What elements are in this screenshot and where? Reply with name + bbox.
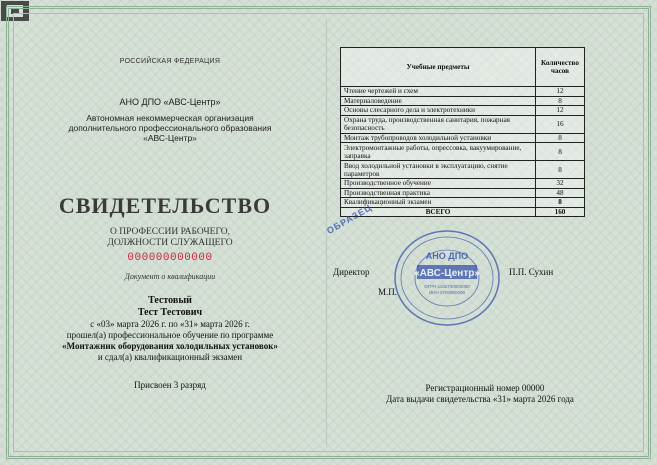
header-subject: Учебные предметы (341, 48, 536, 87)
subjects-table (340, 47, 585, 217)
subject-name: Производственное обучение (341, 179, 536, 189)
seal-line: ИНН 2700000000 (428, 290, 466, 295)
director-name: П.П. Сухин (509, 267, 554, 277)
total-hours: 160 (536, 207, 585, 217)
subject-name: Основы слесарного дела и электротехники (341, 106, 536, 116)
subtitle-line: ДОЛЖНОСТИ СЛУЖАЩЕГО (107, 238, 233, 248)
subject-hours: 48 (536, 188, 585, 198)
subject-name: Электромонтажные работы, опрессовка, вакуумирование, заправка (341, 143, 536, 161)
org-desc-line: «АВС-Центр» (143, 133, 197, 143)
certificate-subtitle (60, 227, 280, 249)
table-row (341, 87, 585, 97)
certificate-number: 000000000000 (127, 252, 213, 264)
subject-name: Материаловедение (341, 96, 536, 106)
seal-stamp-icon (393, 228, 501, 328)
total-label: ВСЕГО (341, 207, 536, 217)
table-row (341, 143, 585, 161)
subject-hours: 8 (536, 96, 585, 106)
subject-hours: 8 (536, 161, 585, 179)
document-type: Документ о квалификации (124, 272, 216, 281)
subject-name: Квалификационный экзамен (341, 198, 536, 208)
table-row (341, 106, 585, 116)
table-row (341, 179, 585, 189)
org-desc-line: Автономная некоммерческая организация (86, 113, 254, 123)
training-dates: с «03» марта 2026 г. по «31» марта 2026 г. (90, 319, 250, 329)
stamp-place-label: М.П. (378, 287, 398, 297)
registration-number: Регистрационный номер 00000 (425, 383, 545, 393)
table-header-row (341, 48, 585, 87)
issue-date: Дата выдачи свидетельства «31» марта 2026 года (386, 394, 574, 404)
fold-line (326, 20, 327, 445)
org-description (40, 113, 300, 143)
subtitle-line: О ПРОФЕССИИ РАБОЧЕГО, (110, 227, 230, 237)
subject-hours: 8 (536, 198, 585, 208)
seal-top-text: АНО ДПО (425, 251, 469, 261)
header-hours: Количество часов (536, 48, 585, 87)
holder-name: Тест Тестович (137, 307, 203, 318)
org-desc-line: дополнительного профессионального образования (68, 123, 272, 133)
holder-surname: Тестовый (148, 295, 192, 306)
exam-text: и сдал(а) квалификационный экзамен (97, 352, 243, 362)
subject-name: Ввод холодильной установки в эксплуатацию, снятие параметров (341, 161, 536, 179)
subject-hours: 12 (536, 106, 585, 116)
table-row (341, 96, 585, 106)
sample-watermark: ОБРАЗЕЦ (325, 202, 374, 236)
federation-label: РОССИЙСКАЯ ФЕДЕРАЦИЯ (119, 58, 221, 65)
subject-hours: 8 (536, 143, 585, 161)
org-name: АНО ДПО «АВС-Центр» (119, 97, 221, 107)
subject-name: Охрана труда, производственная санитария, пожарная безопасность (341, 115, 536, 133)
assigned-grade: Присвоен 3 разряд (134, 380, 206, 390)
table-row (341, 161, 585, 179)
subject-hours: 16 (536, 115, 585, 133)
subject-name: Монтаж трубопроводов холодильной установки (341, 133, 536, 143)
subject-hours: 12 (536, 87, 585, 97)
certificate-title: СВИДЕТЕЛЬСТВО (58, 193, 272, 218)
total-row (341, 207, 585, 217)
subject-hours: 32 (536, 179, 585, 189)
seal-line: ОГРН 1182700000000 (424, 284, 470, 289)
table-row (341, 188, 585, 198)
completion-text: прошел(а) профессиональное обучение по программе (66, 330, 274, 340)
table-row (341, 198, 585, 208)
subject-hours: 8 (536, 133, 585, 143)
subject-name: Производственная практика (341, 188, 536, 198)
program-name: «Монтажник оборудования холодильных установок» (62, 341, 278, 351)
director-label: Директор (333, 267, 370, 277)
subject-name: Чтение чертежей и схем (341, 87, 536, 97)
table-row (341, 133, 585, 143)
table-row (341, 115, 585, 133)
seal-center-text: «АВС-Центр» (414, 268, 480, 279)
